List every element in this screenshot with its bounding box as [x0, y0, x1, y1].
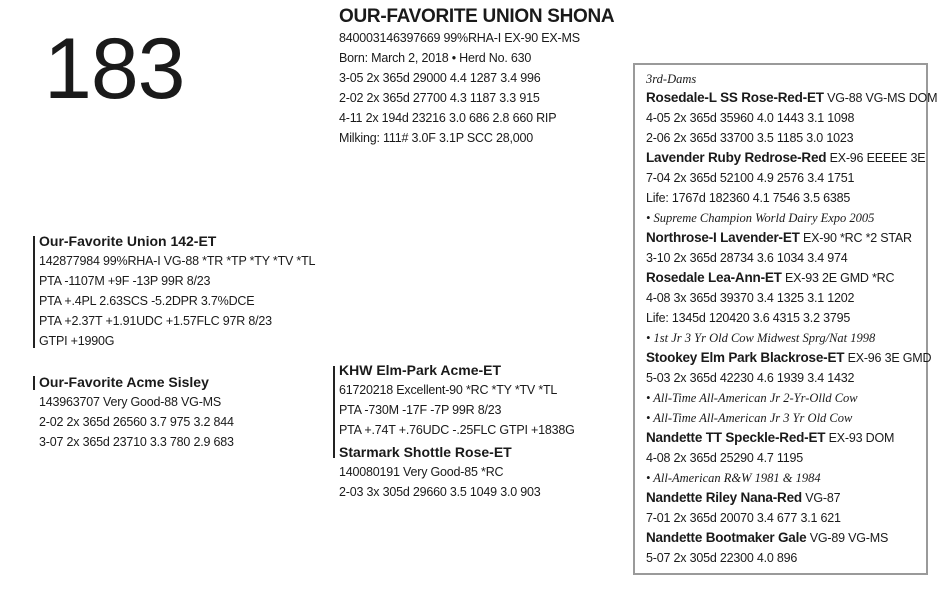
sire-line: PTA +2.37T +1.91UDC +1.57FLC 97R 8/23 — [39, 314, 272, 328]
grandsire-line: PTA +.74T +.76UDC -.25FLC GTPI +1838G — [339, 423, 575, 437]
third-dam-name-row — [646, 268, 926, 288]
third-dam-name: Stookey Elm Park Blackrose-ET — [646, 350, 845, 365]
main-animal-block — [339, 6, 614, 148]
dam-line: 2-02 2x 365d 26560 3.7 975 3.2 844 — [39, 415, 234, 429]
third-dam-name: Rosedale-L SS Rose-Red-ET — [646, 90, 824, 105]
grandsire-line: 61720218 Excellent-90 *RC *TY *TV *TL — [339, 383, 558, 397]
third-dam-name: Nandette Bootmaker Gale — [646, 530, 807, 545]
third-dam-award: • 1st Jr 3 Yr Old Cow Midwest Sprg/Nat 1998 — [646, 331, 876, 345]
maternal-grandsire-name: KHW Elm-Park Acme-ET — [339, 362, 502, 378]
maternal-grandsire-block — [339, 360, 575, 440]
third-dam-name: Northrose-I Lavender-ET — [646, 230, 800, 245]
third-dam-record: Life: 1345d 120420 3.6 4315 3.2 3795 — [646, 311, 851, 325]
third-dams-box — [633, 63, 938, 575]
third-dam-classification: EX-96 3E GMD — [844, 351, 932, 365]
sire-line: PTA +.4PL 2.63SCS -5.2DPR 3.7%DCE — [39, 294, 255, 308]
main-line: 3-05 2x 365d 29000 4.4 1287 3.4 996 — [339, 71, 541, 85]
third-dam-record: 7-04 2x 365d 52100 4.9 2576 3.4 1751 — [646, 171, 855, 185]
third-dam-classification: EX-90 *RC *2 STAR — [799, 231, 912, 245]
third-dam-award: • All-American R&W 1981 & 1984 — [646, 471, 821, 485]
third-dam-award: • All-Time All-American Jr 2-Yr-Olld Cow — [646, 391, 858, 405]
third-dam-classification: VG-88 VG-MS DOM — [823, 91, 938, 105]
sire-name: Our-Favorite Union 142-ET — [39, 233, 217, 249]
main-animal-name: OUR-FAVORITE UNION SHONA — [339, 6, 615, 27]
third-dam-name-row — [646, 348, 932, 368]
sire-block — [39, 231, 315, 351]
third-dam-record: Life: 1767d 182360 4.1 7546 3.5 6385 — [646, 191, 851, 205]
third-dam-classification: EX-93 DOM — [825, 431, 895, 445]
third-dam-name: Nandette Riley Nana-Red — [646, 490, 802, 505]
third-dam-name-row — [646, 428, 926, 448]
third-dam-record: 2-06 2x 365d 33700 3.5 1185 3.0 1023 — [646, 131, 854, 145]
third-dam-name: Nandette TT Speckle-Red-ET — [646, 430, 826, 445]
third-dam-classification: EX-93 2E GMD *RC — [781, 271, 895, 285]
dam-line: 3-07 2x 365d 23710 3.3 780 2.9 683 — [39, 435, 234, 449]
main-line: 2-02 2x 365d 27700 4.3 1187 3.3 915 — [339, 91, 540, 105]
third-dam-record: 7-01 2x 365d 20070 3.4 677 3.1 621 — [646, 511, 841, 525]
third-dam-name-row — [646, 88, 938, 108]
sire-bracket — [33, 236, 35, 348]
main-line: 4-11 2x 194d 23216 3.0 686 2.8 660 RIP — [339, 111, 557, 125]
granddam-line: 2-03 3x 305d 29660 3.5 1049 3.0 903 — [339, 485, 541, 499]
dam-bracket — [33, 376, 35, 390]
third-dam-record: 4-08 3x 365d 39370 3.4 1325 3.1 1202 — [646, 291, 855, 305]
main-line: Milking: 111# 3.0F 3.1P SCC 28,000 — [339, 131, 534, 145]
third-dam-classification: VG-87 — [801, 491, 841, 505]
grandsire-bracket — [333, 366, 335, 458]
sire-line: GTPI +1990G — [39, 334, 115, 348]
third-dam-record: 5-07 2x 305d 22300 4.0 896 — [646, 551, 798, 565]
third-dam-name-row — [646, 528, 926, 548]
third-dam-name-row — [646, 228, 926, 248]
dam-line: 143963707 Very Good-88 VG-MS — [39, 395, 222, 409]
third-dams-list — [646, 88, 938, 568]
third-dam-record: 3-10 2x 365d 28734 3.6 1034 3.4 974 — [646, 251, 848, 265]
third-dam-name-row — [646, 488, 926, 508]
dam-block — [39, 372, 234, 452]
main-line: Born: March 2, 2018 • Herd No. 630 — [339, 51, 532, 65]
maternal-granddam-name: Starmark Shottle Rose-ET — [339, 444, 512, 460]
maternal-granddam-block — [339, 442, 541, 502]
third-dam-classification: EX-96 EEEEE 3E — [826, 151, 926, 165]
main-line: 840003146397669 99%RHA-I EX-90 EX-MS — [339, 31, 580, 45]
third-dam-record: 4-08 2x 365d 25290 4.7 1195 — [646, 451, 804, 465]
granddam-line: 140080191 Very Good-85 *RC — [339, 465, 504, 479]
third-dam-name: Lavender Ruby Redrose-Red — [646, 150, 827, 165]
third-dams-heading: 3rd-Dams — [646, 72, 697, 86]
third-dam-record: 5-03 2x 365d 42230 4.6 1939 3.4 1432 — [646, 371, 855, 385]
dam-name: Our-Favorite Acme Sisley — [39, 374, 209, 390]
third-dam-record: 4-05 2x 365d 35960 4.0 1443 3.1 1098 — [646, 111, 855, 125]
third-dam-classification: VG-89 VG-MS — [806, 531, 889, 545]
third-dam-name: Rosedale Lea-Ann-ET — [646, 270, 782, 285]
grandsire-line: PTA -730M -17F -7P 99R 8/23 — [339, 403, 502, 417]
sire-line: 142877984 99%RHA-I VG-88 *TR *TP *TY *TV *TL — [39, 254, 316, 268]
lot-number: 183 — [44, 21, 185, 117]
third-dam-award: • All-Time All-American Jr 3 Yr Old Cow — [646, 411, 853, 425]
third-dam-award: • Supreme Champion World Dairy Expo 2005 — [646, 211, 875, 225]
third-dam-name-row — [646, 148, 926, 168]
sire-line: PTA -1107M +9F -13P 99R 8/23 — [39, 274, 211, 288]
